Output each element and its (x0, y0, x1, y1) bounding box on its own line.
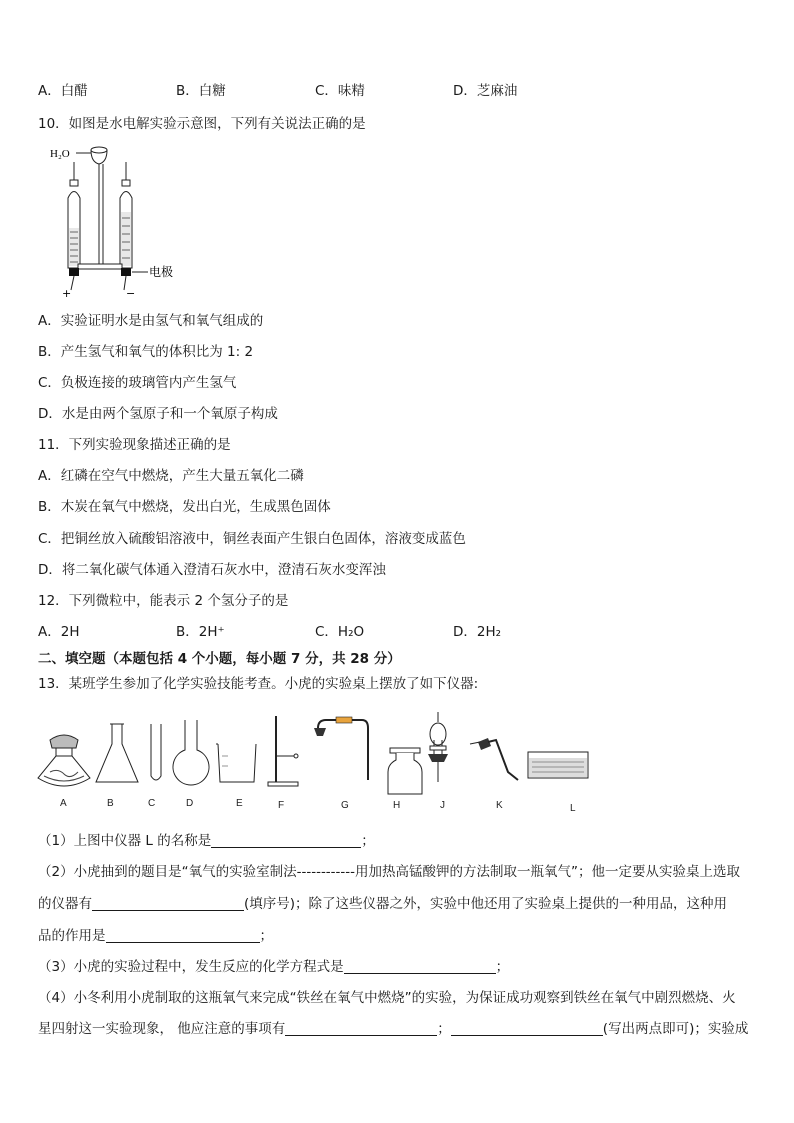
apparatus-label-j: J (440, 800, 445, 811)
apparatus-label-b: B (107, 798, 114, 809)
q10-stem: 10．如图是水电解实验示意图，下列有关说法正确的是 (38, 116, 366, 132)
q9-option-b: B．白糖 (176, 83, 226, 99)
apparatus-figure (30, 710, 600, 820)
answer-blank-2[interactable] (92, 896, 244, 911)
electrolysis-figure (44, 140, 174, 300)
figure-electrode-label: 电极 (149, 265, 174, 279)
q10-option-a: A．实验证明水是由氢气和氧气组成的 (38, 313, 264, 329)
answer-blank-1[interactable] (211, 833, 361, 848)
q11-option-b: B．木炭在氧气中燃烧，发出白光，生成黑色固体 (38, 499, 331, 515)
q11-option-a: A．红磷在空气中燃烧，产生大量五氧化二磷 (38, 468, 304, 484)
q13-part2-line3: 品的作用是 ； (38, 928, 273, 944)
q10-option-b: B．产生氢气和氧气的体积比为 1: 2 (38, 344, 254, 360)
q12-option-b: B．2H⁺ (176, 624, 225, 640)
q11-stem: 11．下列实验现象描述正确的是 (38, 437, 231, 453)
q9-option-c: C．味精 (315, 83, 365, 99)
answer-blank-5[interactable] (285, 1021, 437, 1036)
q12-option-d: D．2H₂ (453, 624, 502, 640)
q12-option-c: C．H₂O (315, 624, 365, 640)
q13-part3: （3）小虎的实验过程中，发生反应的化学方程式是 ； (38, 959, 510, 975)
figure-plus-label: + (62, 287, 72, 300)
q12-option-a: A．2H (38, 624, 80, 640)
q13-part1: （1）上图中仪器 L 的名称是 ； (38, 833, 375, 849)
apparatus-label-g: G (341, 800, 349, 811)
q13-part4-line1: （4）小冬利用小虎制取的这瓶氧气来完成“铁丝在氧气中燃烧”的实验，为保证成功观察到铁丝在氧气中剧烈燃烧、火 (38, 990, 736, 1006)
answer-blank-3[interactable] (106, 928, 260, 943)
q9-option-a: A．白醋 (38, 83, 88, 99)
q13-part2-line1: （2）小虎抽到的题目是“氧气的实验室制法------------用加热高锰酸钾的方法制取一瓶氧气”；他一定要从实验桌上选取 (38, 864, 741, 880)
q10-option-d: D．水是由两个氢原子和一个氧原子构成 (38, 406, 278, 422)
q12-stem: 12．下列微粒中，能表示 2 个氢分子的是 (38, 593, 289, 609)
q11-option-c: C．把铜丝放入硫酸铝溶液中，铜丝表面产生银白色固体，溶液变成蓝色 (38, 531, 466, 547)
apparatus-label-d: D (186, 798, 194, 809)
q10-option-c: C．负极连接的玻璃管内产生氢气 (38, 375, 237, 391)
apparatus-label-e: E (236, 798, 243, 809)
figure-water-label: H₂O (50, 148, 70, 160)
q13-part4-line2: 星四射这一实验现象， 他应注意的事项有 ； (写出两点即可)；实验成 (38, 1021, 749, 1037)
apparatus-label-f: F (278, 800, 285, 811)
apparatus-a-alcohol-lamp (38, 735, 90, 786)
q9-option-d: D．芝麻油 (453, 83, 518, 99)
apparatus-label-a: A (60, 798, 67, 809)
section-title: 二、填空题（本题包括 4 个小题，每小题 7 分，共 28 分） (38, 651, 401, 667)
q13-part2-line2: 的仪器有 (填序号)；除了这些仪器之外，实验中他还用了实验桌上提供的一种用品，这种用 (38, 896, 728, 912)
apparatus-label-l: L (570, 803, 576, 814)
q11-option-d: D．将二氧化碳气体通入澄清石灰水中，澄清石灰水变浑浊 (38, 562, 386, 578)
figure-minus-label: − (126, 287, 136, 300)
answer-blank-4[interactable] (344, 959, 496, 974)
q13-stem: 13．某班学生参加了化学实验技能考查。小虎的实验桌上摆放了如下仪器: (38, 676, 479, 692)
apparatus-label-h: H (393, 800, 401, 811)
apparatus-label-k: K (496, 800, 503, 811)
apparatus-label-c: C (148, 798, 156, 809)
answer-blank-6[interactable] (451, 1021, 603, 1036)
